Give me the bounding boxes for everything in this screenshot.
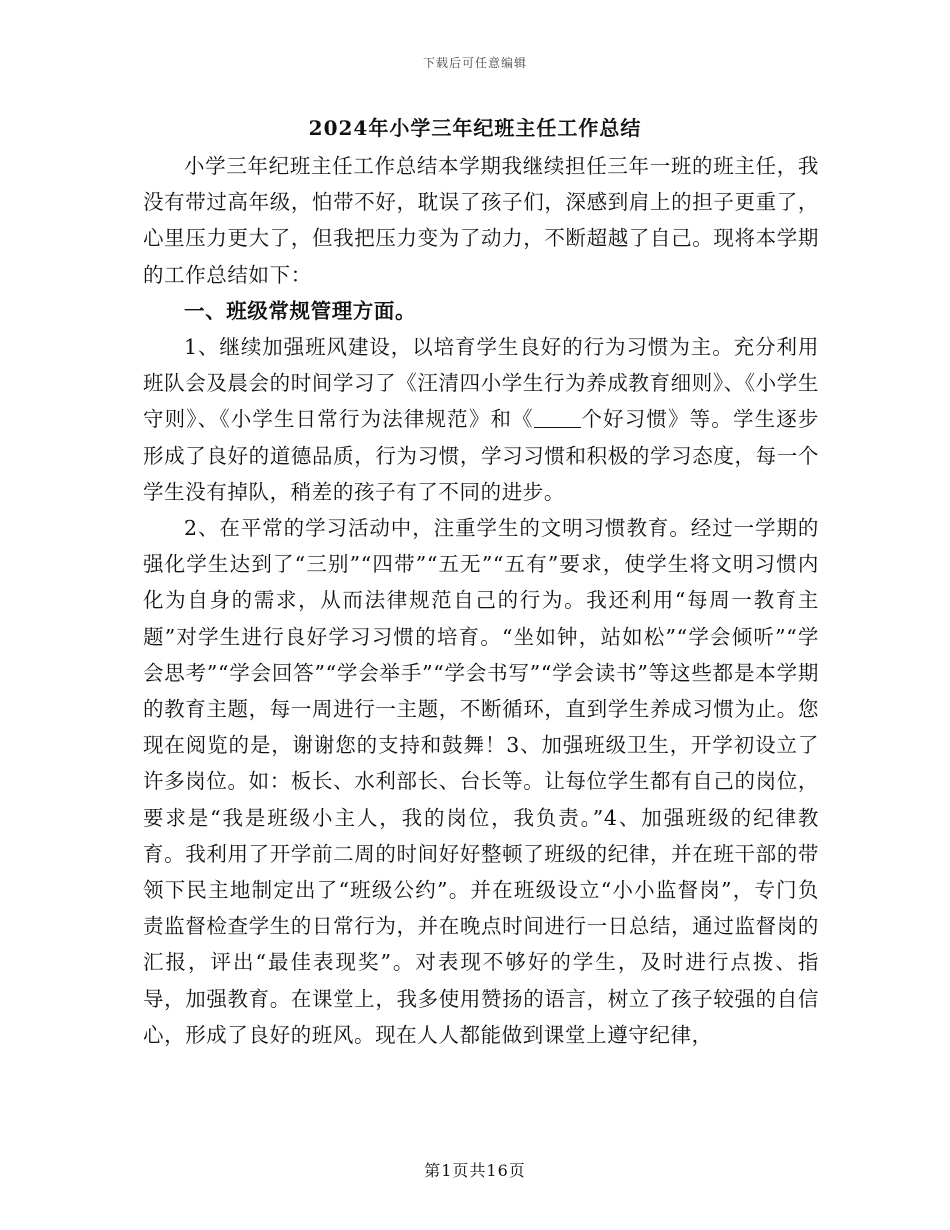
paragraph-intro: 小学三年纪班主任工作总结本学期我继续担任三年一班的班主任，我没有带过高年级，怕带不好，耽误了孩子们，深感到肩上的担子更重了，心里压力更大了，但我把压力变为了动力，不断超越了自己。现将本学期的工作总结如下： <box>143 154 819 287</box>
fill-in-blank <box>534 407 581 429</box>
section-heading-class-management: 一、班级常规管理方面。 <box>184 298 417 323</box>
document-body <box>143 148 819 1053</box>
paragraph-item-1-text-before: 1、继续加强班风建设，以培育学生良好的行为习惯为主。充分利用班队会及晨会的时间学习了《汪清四小学生行为养成教育细则》、《小学生守则》、《小学生日常行为法律规范》和《 <box>143 335 819 432</box>
paragraph-item-2: 2、在平常的学习活动中，注重学生的文明习惯教育。经过一学期的强化学生达到了“三别”“四带”“五无”“五有”要求，使学生将文明习惯内化为自身的需求，从而法律规范自己的行为。我还利用“每周一教育主题”对学生进行良好学习习惯的培育。“坐如钟，站如松”“学会倾听”“学会思考”“学会回答”“学会举手”“学会书写”“学会读书”等这些都是本学期的教育主题，每一周进行一主题，不断循环，直到学生养成习惯为止。您现在阅览的是，谢谢您的支持和鼓舞！3、加强班级卫生，开学初设立了许多岗位。如：板长、水利部长、台长等。让每位学生都有自己的岗位，要求是“我是班级小主人，我的岗位，我负责。”4、加强班级的纪律教育。我利用了开学前二周的时间好好整顿了班级的纪律，并在班干部的带领下民主地制定出了“班级公约”。并在班级设立“小小监督岗”，专门负责监督检查学生的日常行为，并在晚点时间进行一日总结，通过监督岗的汇报，评出“最佳表现奖”。对表现不够好的学生，及时进行点拨、指导，加强教育。在课堂上，我多使用赞扬的语言，树立了孩子较强的自信心，形成了良好的班风。现在人人都能做到课堂上遵守纪律， <box>143 516 819 1047</box>
paragraph-item-1 <box>143 329 819 510</box>
document-title: 2024年小学三年纪班主任工作总结 <box>308 116 642 140</box>
header-note: 下载后可任意编辑 <box>422 56 527 70</box>
page-footer: 第1页共16页 <box>424 1161 526 1180</box>
paragraph-item-1-text-after: 个好习惯》等。学生逐步形成了良好的道德品质，行为习惯，学习习惯和积极的学习态度，每一个学生没有掉队，稍差的孩子有了不同的进步。 <box>143 407 819 504</box>
